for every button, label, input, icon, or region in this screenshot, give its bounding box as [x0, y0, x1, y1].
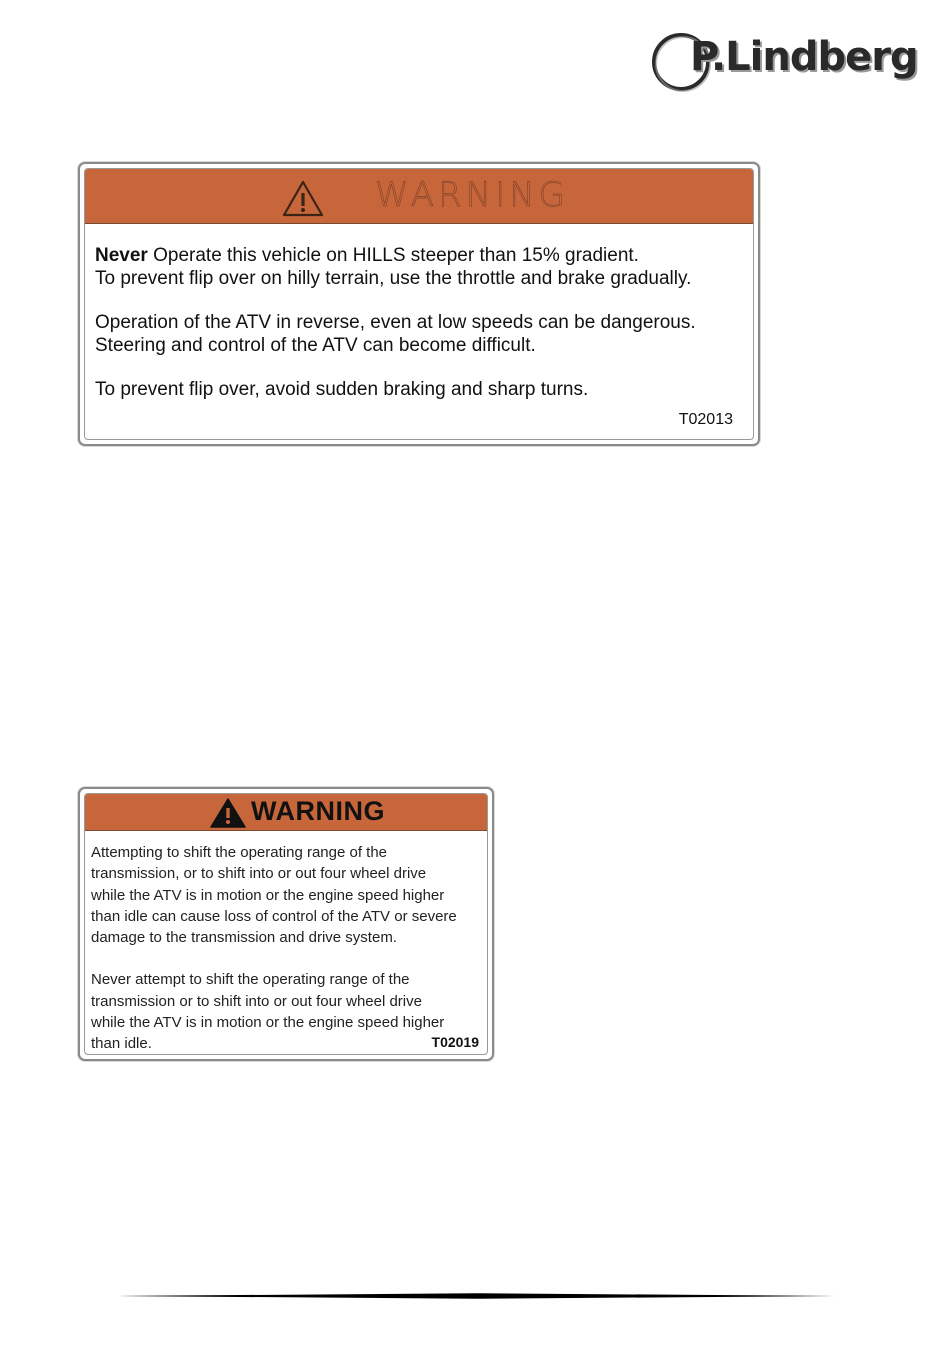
warning-label-transmission: [78, 787, 494, 1061]
warning-lead: Never: [95, 245, 148, 266]
brand-logo: [652, 30, 918, 94]
logo-text: P.Lindberg: [690, 34, 918, 80]
warning-body: [85, 224, 753, 401]
warning-triangle-icon: [209, 797, 247, 829]
warning-title: WARNING: [251, 796, 385, 826]
warning-label-inner: [84, 793, 488, 1055]
warning-paragraph: [95, 244, 745, 290]
warning-label-hills: [78, 162, 760, 446]
label-code: T02013: [678, 411, 733, 428]
warning-line: Steering and control of the ATV can become difficult.: [95, 335, 536, 356]
warning-paragraph: Attempting to shift the operating range of the transmission, or to shift into or out four wheel drive while the ATV is in motion or the engine speed higher than idle can cause loss of control of the ATV or severe damage to the transmission and drive system.: [91, 844, 457, 947]
warning-line: Operate this vehicle on HILLS steeper than 15% gradient.: [147, 245, 639, 266]
footer-divider: [118, 1290, 836, 1302]
warning-triangle-icon: [281, 179, 325, 219]
warning-paragraph: [95, 311, 745, 357]
warning-line: To prevent flip over on hilly terrain, use the throttle and brake gradually.: [95, 268, 692, 289]
warning-paragraph: [95, 378, 745, 401]
warning-line: Operation of the ATV in reverse, even at low speeds can be dangerous.: [95, 312, 696, 333]
warning-title: WARNING: [375, 175, 569, 215]
warning-line: To prevent flip over, avoid sudden braking and sharp turns.: [95, 379, 589, 400]
label-code: T02019: [431, 1034, 479, 1050]
warning-label-inner: [84, 168, 754, 440]
warning-paragraph: Never attempt to shift the operating range of the transmission or to shift into or out four wheel drive while the ATV is in motion or the engine speed higher than idle.: [91, 971, 445, 1053]
warning-banner: [85, 169, 753, 224]
warning-body: [85, 831, 487, 1055]
warning-banner: [85, 794, 487, 831]
